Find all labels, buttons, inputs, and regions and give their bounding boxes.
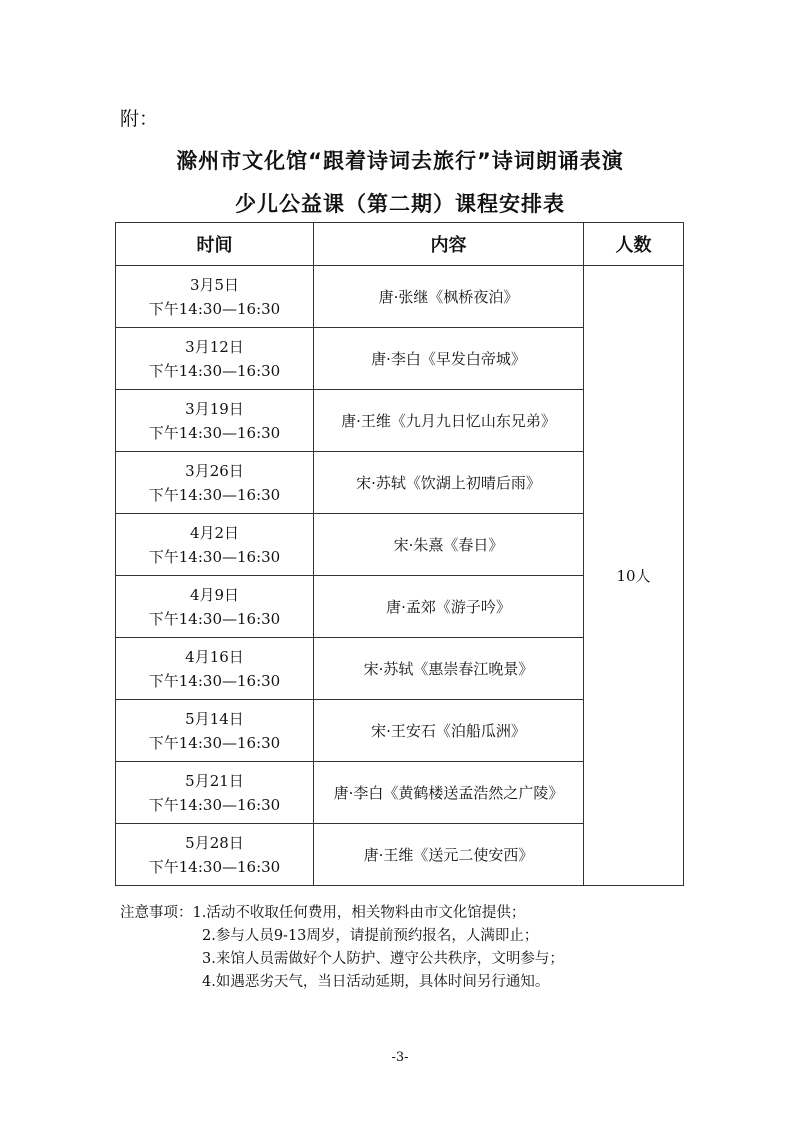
time-cell [116, 328, 314, 390]
content-cell: 唐·李白《早发白帝城》 [314, 328, 584, 390]
time-cell [116, 700, 314, 762]
time-text: 下午14:30—16:30 [148, 857, 281, 876]
time-text: 下午14:30—16:30 [148, 733, 281, 752]
time-text: 下午14:30—16:30 [148, 423, 281, 442]
note-text: 1.活动不收取任何费用，相关物料由市文化馆提供； [192, 905, 526, 921]
time-cell [116, 638, 314, 700]
content-cell: 宋·苏轼《惠崇春江晚景》 [314, 638, 584, 700]
schedule-table [115, 222, 684, 886]
time-text: 下午14:30—16:30 [148, 299, 281, 318]
time-text: 下午14:30—16:30 [148, 547, 281, 566]
notes-section [120, 902, 564, 994]
time-cell [116, 390, 314, 452]
content-cell: 宋·朱熹《春日》 [314, 514, 584, 576]
time-cell [116, 824, 314, 886]
count-cell: 10人 [584, 266, 684, 886]
time-text: 下午14:30—16:30 [148, 485, 281, 504]
date-text: 5月14日 [185, 709, 244, 728]
table-row [116, 266, 684, 328]
document-title: 滁州市文化馆“跟着诗词去旅行”诗词朗诵表演 [176, 149, 624, 173]
header-content: 内容 [314, 223, 584, 266]
date-text: 5月28日 [185, 833, 244, 852]
note-item: 2.参与人员9-13周岁，请提前预约报名，人满即止； [202, 928, 539, 944]
date-text: 5月21日 [185, 771, 244, 790]
date-text: 4月16日 [185, 647, 244, 666]
time-cell [116, 762, 314, 824]
document-subtitle: 少儿公益课（第二期）课程安排表 [235, 192, 565, 216]
time-text: 下午14:30—16:30 [148, 671, 281, 690]
table-header-row [116, 223, 684, 266]
content-cell: 唐·王维《送元二使安西》 [314, 824, 584, 886]
content-cell: 唐·王维《九月九日忆山东兄弟》 [314, 390, 584, 452]
time-cell [116, 266, 314, 328]
time-text: 下午14:30—16:30 [148, 609, 281, 628]
time-cell [116, 452, 314, 514]
header-count: 人数 [584, 223, 684, 266]
note-item [120, 902, 564, 925]
date-text: 4月9日 [189, 585, 240, 604]
date-text: 3月5日 [189, 275, 240, 294]
time-cell [116, 514, 314, 576]
date-text: 3月12日 [185, 337, 244, 356]
time-text: 下午14:30—16:30 [148, 361, 281, 380]
date-text: 3月26日 [185, 461, 244, 480]
time-text: 下午14:30—16:30 [148, 795, 281, 814]
note-item: 4.如遇恶劣天气，当日活动延期，具体时间另行通知。 [202, 974, 550, 990]
header-time: 时间 [116, 223, 314, 266]
notes-label: 注意事项： [120, 905, 193, 921]
time-cell [116, 576, 314, 638]
content-cell: 宋·苏轼《饮湖上初晴后雨》 [314, 452, 584, 514]
content-cell: 宋·王安石《泊船瓜洲》 [314, 700, 584, 762]
date-text: 3月19日 [185, 399, 244, 418]
content-cell: 唐·孟郊《游子吟》 [314, 576, 584, 638]
note-item: 3.来馆人员需做好个人防护、遵守公共秩序，文明参与； [202, 951, 564, 967]
content-cell: 唐·李白《黄鹤楼送孟浩然之广陵》 [314, 762, 584, 824]
attachment-label: 附： [120, 108, 159, 130]
date-text: 4月2日 [189, 523, 240, 542]
page-number: -3- [391, 1050, 409, 1065]
content-cell: 唐·张继《枫桥夜泊》 [314, 266, 584, 328]
